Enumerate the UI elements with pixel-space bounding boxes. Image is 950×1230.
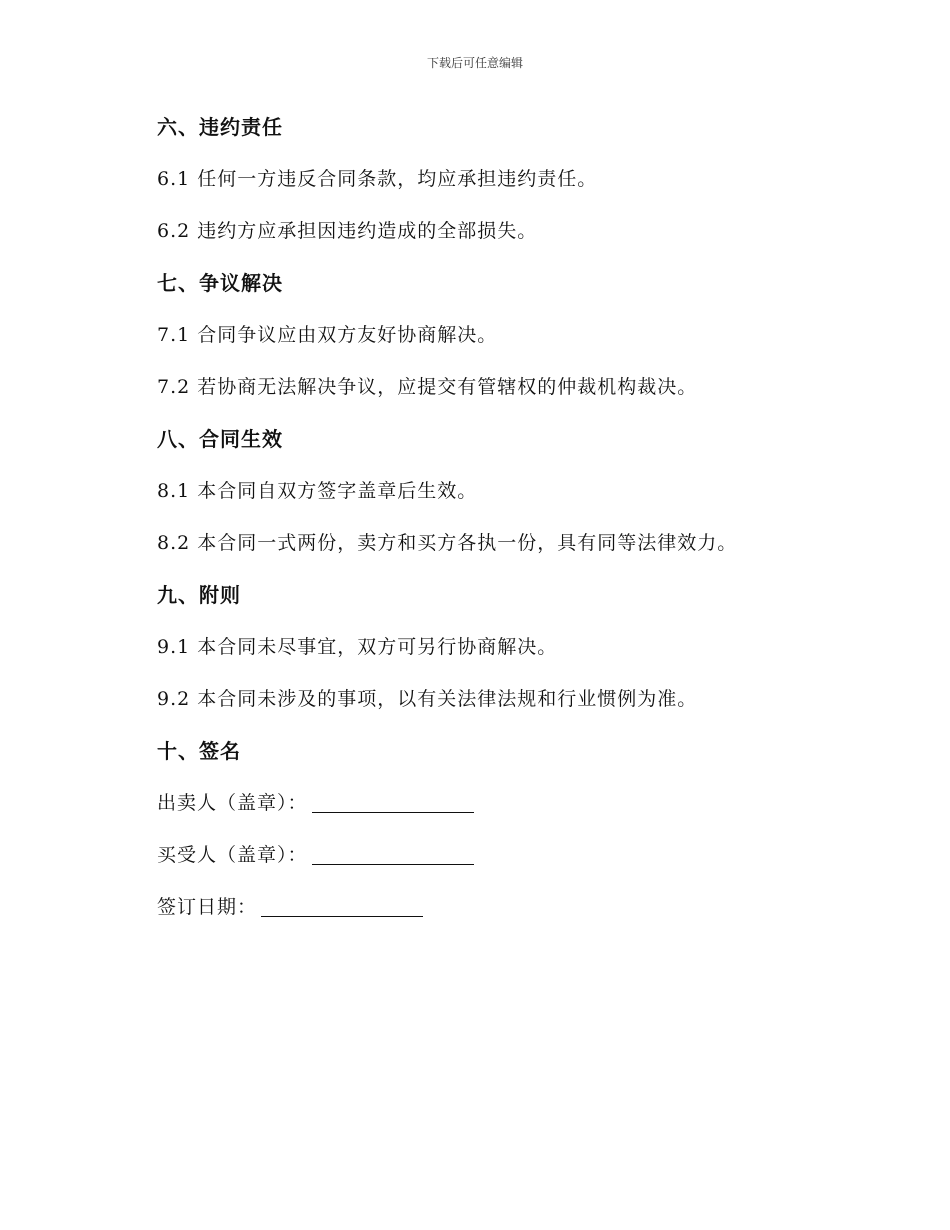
seller-signature-label: 出卖人（盖章）： xyxy=(157,792,308,814)
clause-9-2: 9.2 本合同未涉及的事项，以有关法律法规和行业惯例为准。 xyxy=(157,688,698,710)
buyer-signature-line xyxy=(157,838,807,872)
section-heading-effectiveness: 八、合同生效 xyxy=(157,427,283,451)
section-heading-signature: 十、签名 xyxy=(157,739,241,763)
buyer-signature-blank xyxy=(312,842,474,865)
seller-signature-blank xyxy=(312,790,474,813)
clause-7-1: 7.1 合同争议应由双方友好协商解决。 xyxy=(157,324,498,346)
sign-date-line xyxy=(157,890,807,924)
clause-8-1: 8.1 本合同自双方签字盖章后生效。 xyxy=(157,480,478,502)
section-heading-dispute: 七、争议解决 xyxy=(157,271,283,295)
sign-date-blank xyxy=(261,894,423,917)
seller-signature-line xyxy=(157,786,807,820)
section-heading-breach: 六、违约责任 xyxy=(157,115,283,139)
document-content xyxy=(157,110,807,942)
clause-8-2: 8.2 本合同一式两份，卖方和买方各执一份，具有同等法律效力。 xyxy=(157,532,738,554)
clause-6-2: 6.2 违约方应承担因违约造成的全部损失。 xyxy=(157,220,538,242)
section-heading-supplementary: 九、附则 xyxy=(157,583,241,607)
sign-date-label: 签订日期： xyxy=(157,896,258,918)
clause-9-1: 9.1 本合同未尽事宜，双方可另行协商解决。 xyxy=(157,636,558,658)
clause-7-2: 7.2 若协商无法解决争议，应提交有管辖权的仲裁机构裁决。 xyxy=(157,376,698,398)
header-note: 下载后可任意编辑 xyxy=(426,56,523,70)
clause-6-1: 6.1 任何一方违反合同条款，均应承担违约责任。 xyxy=(157,168,598,190)
buyer-signature-label: 买受人（盖章）： xyxy=(157,844,308,866)
